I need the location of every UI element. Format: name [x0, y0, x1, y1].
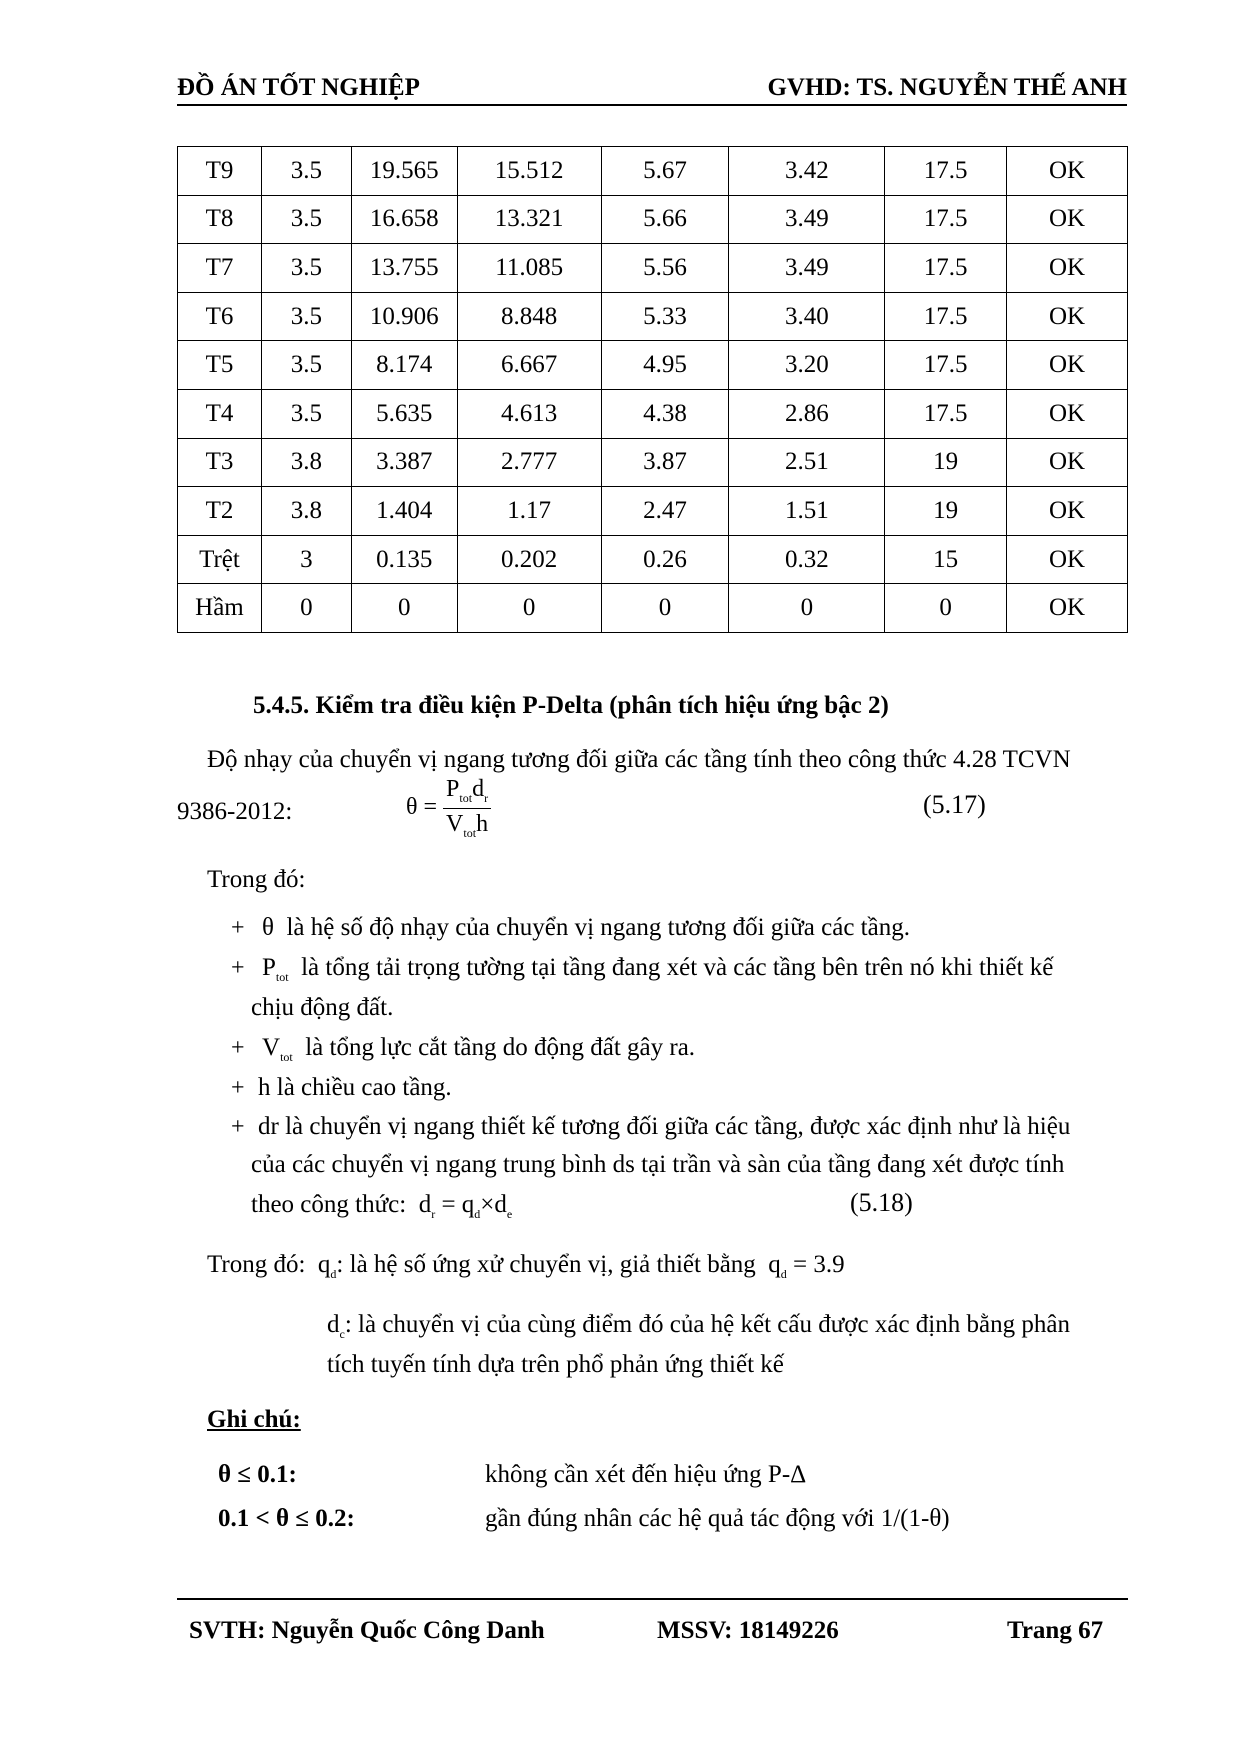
- table-cell: 3: [261, 535, 351, 584]
- footer-student: SVTH: Nguyễn Quốc Công Danh: [189, 1617, 545, 1644]
- bullet-5-text: theo công thức:: [251, 1191, 407, 1218]
- q-symbol: q: [317, 1251, 331, 1278]
- table-cell: 13.755: [351, 244, 457, 293]
- tot-subscript: tot: [463, 825, 477, 840]
- fraction: [443, 776, 491, 841]
- table-cell: 19: [885, 487, 1007, 536]
- bullet-plus: +: [231, 1035, 245, 1061]
- table-row: [178, 438, 1128, 487]
- table-row: [178, 535, 1128, 584]
- table-cell: 10.906: [351, 292, 457, 341]
- bullet-4: h là chiều cao tầng.: [258, 1074, 452, 1101]
- bullet-1: [262, 913, 910, 943]
- equation-number-5-17: (5.17): [923, 790, 986, 819]
- table-cell: 2.47: [601, 487, 729, 536]
- table-cell: OK: [1007, 535, 1128, 584]
- table-cell: 3.5: [261, 292, 351, 341]
- bullet-5-line-1: dr là chuyển vị ngang thiết kế tương đối giữa các tầng, được xác định như là hiệu: [258, 1113, 1071, 1140]
- table-cell: 11.085: [457, 244, 601, 293]
- d-symbol: d: [494, 1191, 507, 1218]
- table-cell: OK: [1007, 389, 1128, 438]
- d-symbol: d: [418, 1191, 432, 1218]
- note-condition-1: θ ≤ 0.1:: [218, 1461, 297, 1488]
- section-title: 5.4.5. Kiểm tra điều kiện P-Delta (phân tích hiệu ứng bậc 2): [253, 692, 889, 719]
- dc-description: : là chuyển vị của cùng điểm đó của hệ kết cấu được xác định bằng phân: [344, 1311, 1070, 1338]
- bullet-1-text: là hệ số độ nhạy của chuyển vị ngang tương đối giữa các tầng.: [286, 914, 910, 941]
- intro-line-2: 9386-2012:: [177, 798, 293, 825]
- table-row: [178, 584, 1128, 633]
- table-cell: T2: [178, 487, 262, 536]
- v-symbol: V: [262, 1034, 281, 1061]
- table-cell: 0.26: [601, 535, 729, 584]
- table-row: [178, 147, 1128, 196]
- drift-check-table: [177, 146, 1128, 633]
- intro-line-1: Độ nhạy của chuyển vị ngang tương đối giữa các tầng tính theo công thức 4.28 TCVN: [207, 746, 1071, 773]
- bullet-5-line-3: [251, 1190, 512, 1229]
- note-text-1: không cần xét đến hiệu ứng P-Δ: [485, 1461, 807, 1488]
- r-subscript: r: [431, 1207, 436, 1221]
- table-cell: 17.5: [885, 147, 1007, 196]
- table-row: [178, 244, 1128, 293]
- table-cell: 0.32: [729, 535, 885, 584]
- table-cell: 2.86: [729, 389, 885, 438]
- table-cell: 5.56: [601, 244, 729, 293]
- table-cell: 17.5: [885, 341, 1007, 390]
- equals-sign: =: [441, 1191, 456, 1218]
- table-cell: Hầm: [178, 584, 262, 633]
- table-row: [178, 195, 1128, 244]
- header-right: GVHD: TS. NGUYỄN THẾ ANH: [767, 74, 1127, 101]
- footer-page-number: Trang 67: [1007, 1617, 1104, 1644]
- table-cell: 6.667: [457, 341, 601, 390]
- table-cell: 3.387: [351, 438, 457, 487]
- trong-do-label: Trong đó:: [207, 1251, 306, 1278]
- equation-number-5-18: (5.18): [850, 1188, 913, 1217]
- table-cell: 0: [885, 584, 1007, 633]
- table-cell: 3.49: [729, 244, 885, 293]
- table-cell: 1.51: [729, 487, 885, 536]
- bullet-plus: +: [231, 1075, 245, 1101]
- footer-rule: [177, 1598, 1128, 1600]
- table-cell: T3: [178, 438, 262, 487]
- table-cell: 0: [261, 584, 351, 633]
- table-row: [178, 389, 1128, 438]
- table-cell: OK: [1007, 292, 1128, 341]
- table-cell: 2.777: [457, 438, 601, 487]
- numerator: [443, 776, 491, 809]
- theta-symbol: θ: [406, 793, 418, 820]
- formula-5-18: [418, 1191, 513, 1221]
- table-cell: 15.512: [457, 147, 601, 196]
- equals-sign: =: [423, 793, 438, 820]
- table-cell: 19.565: [351, 147, 457, 196]
- table-cell: 3.5: [261, 341, 351, 390]
- table-cell: OK: [1007, 147, 1128, 196]
- table-cell: 17.5: [885, 244, 1007, 293]
- table-cell: 0: [601, 584, 729, 633]
- tot-subscript: tot: [459, 790, 473, 805]
- tot-subscript: tot: [280, 1050, 293, 1064]
- table-cell: 3.5: [261, 244, 351, 293]
- table-cell: 4.38: [601, 389, 729, 438]
- formula-5-17: [406, 776, 491, 841]
- p-symbol: P: [262, 954, 276, 981]
- table-cell: 17.5: [885, 389, 1007, 438]
- qd-value: = 3.9: [793, 1251, 845, 1278]
- d-symbol: d: [327, 1311, 340, 1338]
- v-symbol: V: [446, 810, 464, 837]
- table-cell: 2.51: [729, 438, 885, 487]
- table-row: [178, 341, 1128, 390]
- table-cell: 3.87: [601, 438, 729, 487]
- table-cell: T7: [178, 244, 262, 293]
- d-subscript: d: [780, 1267, 787, 1281]
- table-cell: 3.5: [261, 389, 351, 438]
- trong-do-label: Trong đó:: [207, 866, 306, 893]
- table-cell: 3.42: [729, 147, 885, 196]
- q-symbol: q: [768, 1251, 781, 1278]
- table-body: [178, 147, 1128, 633]
- tot-subscript: tot: [275, 970, 289, 984]
- bullet-2: [262, 953, 1053, 992]
- table-cell: 1.17: [457, 487, 601, 536]
- d-subscript: d: [330, 1267, 337, 1281]
- table-cell: 5.67: [601, 147, 729, 196]
- note-condition-2: 0.1 < θ ≤ 0.2:: [218, 1505, 355, 1532]
- table-cell: 3.8: [261, 487, 351, 536]
- table-cell: OK: [1007, 584, 1128, 633]
- table-cell: 4.95: [601, 341, 729, 390]
- bullet-2-continuation: chịu động đất.: [251, 994, 394, 1021]
- table-cell: 17.5: [885, 292, 1007, 341]
- c-subscript: c: [339, 1327, 345, 1341]
- table-cell: 3.20: [729, 341, 885, 390]
- bullet-2-text: là tổng tải trọng tường tại tầng đang xét và các tầng bên trên nó khi thiết kế: [301, 954, 1054, 981]
- table-cell: 19: [885, 438, 1007, 487]
- bullet-3: [262, 1033, 695, 1072]
- denominator: [443, 809, 491, 841]
- table-cell: 8.848: [457, 292, 601, 341]
- table-cell: T4: [178, 389, 262, 438]
- p-symbol: P: [446, 776, 460, 802]
- table-cell: OK: [1007, 244, 1128, 293]
- table-cell: 3.40: [729, 292, 885, 341]
- table-cell: T6: [178, 292, 262, 341]
- table-cell: OK: [1007, 438, 1128, 487]
- table-cell: 17.5: [885, 195, 1007, 244]
- qd-description: : là hệ số ứng xử chuyển vị, giả thiết bằng: [336, 1251, 756, 1278]
- table-cell: OK: [1007, 195, 1128, 244]
- table-row: [178, 487, 1128, 536]
- note-title: Ghi chú:: [207, 1406, 301, 1433]
- table-row: [178, 292, 1128, 341]
- dc-line-2: tích tuyến tính dựa trên phổ phản ứng thiết kế: [327, 1351, 784, 1378]
- table-cell: T9: [178, 147, 262, 196]
- where-2: [207, 1250, 845, 1289]
- theta-symbol: θ: [262, 914, 274, 941]
- table-cell: 3.5: [261, 195, 351, 244]
- table-cell: 0: [729, 584, 885, 633]
- table-cell: 15: [885, 535, 1007, 584]
- r-subscript: r: [484, 790, 489, 805]
- bullet-plus: +: [231, 1114, 245, 1140]
- table-cell: 1.404: [351, 487, 457, 536]
- bullet-5-line-2: của các chuyển vị ngang trung bình ds tại trần và sàn của tầng đang xét được tính: [251, 1151, 1065, 1178]
- table-cell: Trệt: [178, 535, 262, 584]
- table-cell: 5.635: [351, 389, 457, 438]
- h-symbol: h: [476, 810, 489, 837]
- table-cell: 3.8: [261, 438, 351, 487]
- table-cell: 3.5: [261, 147, 351, 196]
- table-cell: OK: [1007, 341, 1128, 390]
- times-sign: ×: [480, 1191, 495, 1218]
- table-cell: 3.49: [729, 195, 885, 244]
- table-cell: 8.174: [351, 341, 457, 390]
- table-cell: 0.202: [457, 535, 601, 584]
- table-cell: 4.613: [457, 389, 601, 438]
- note-text-2: gần đúng nhân các hệ quả tác động với 1/(1-θ): [485, 1505, 950, 1532]
- bullet-plus: +: [231, 955, 245, 981]
- bullet-plus: +: [231, 915, 245, 941]
- dc-line-1: [327, 1310, 1070, 1349]
- footer-student-id: MSSV: 18149226: [657, 1617, 839, 1644]
- table-cell: 13.321: [457, 195, 601, 244]
- header-left: ĐỒ ÁN TỐT NGHIỆP: [177, 74, 420, 101]
- table-cell: 0.135: [351, 535, 457, 584]
- table-cell: T8: [178, 195, 262, 244]
- d-subscript: d: [474, 1207, 481, 1221]
- table-cell: T5: [178, 341, 262, 390]
- d-symbol: d: [472, 776, 485, 802]
- header-rule: [177, 104, 1127, 106]
- e-subscript: e: [506, 1207, 513, 1221]
- table-cell: OK: [1007, 487, 1128, 536]
- table-cell: 5.33: [601, 292, 729, 341]
- q-symbol: q: [461, 1191, 475, 1218]
- table-cell: 0: [351, 584, 457, 633]
- table-cell: 5.66: [601, 195, 729, 244]
- bullet-3-text: là tổng lực cắt tầng do động đất gây ra.: [305, 1034, 696, 1061]
- table-cell: 16.658: [351, 195, 457, 244]
- table-cell: 0: [457, 584, 601, 633]
